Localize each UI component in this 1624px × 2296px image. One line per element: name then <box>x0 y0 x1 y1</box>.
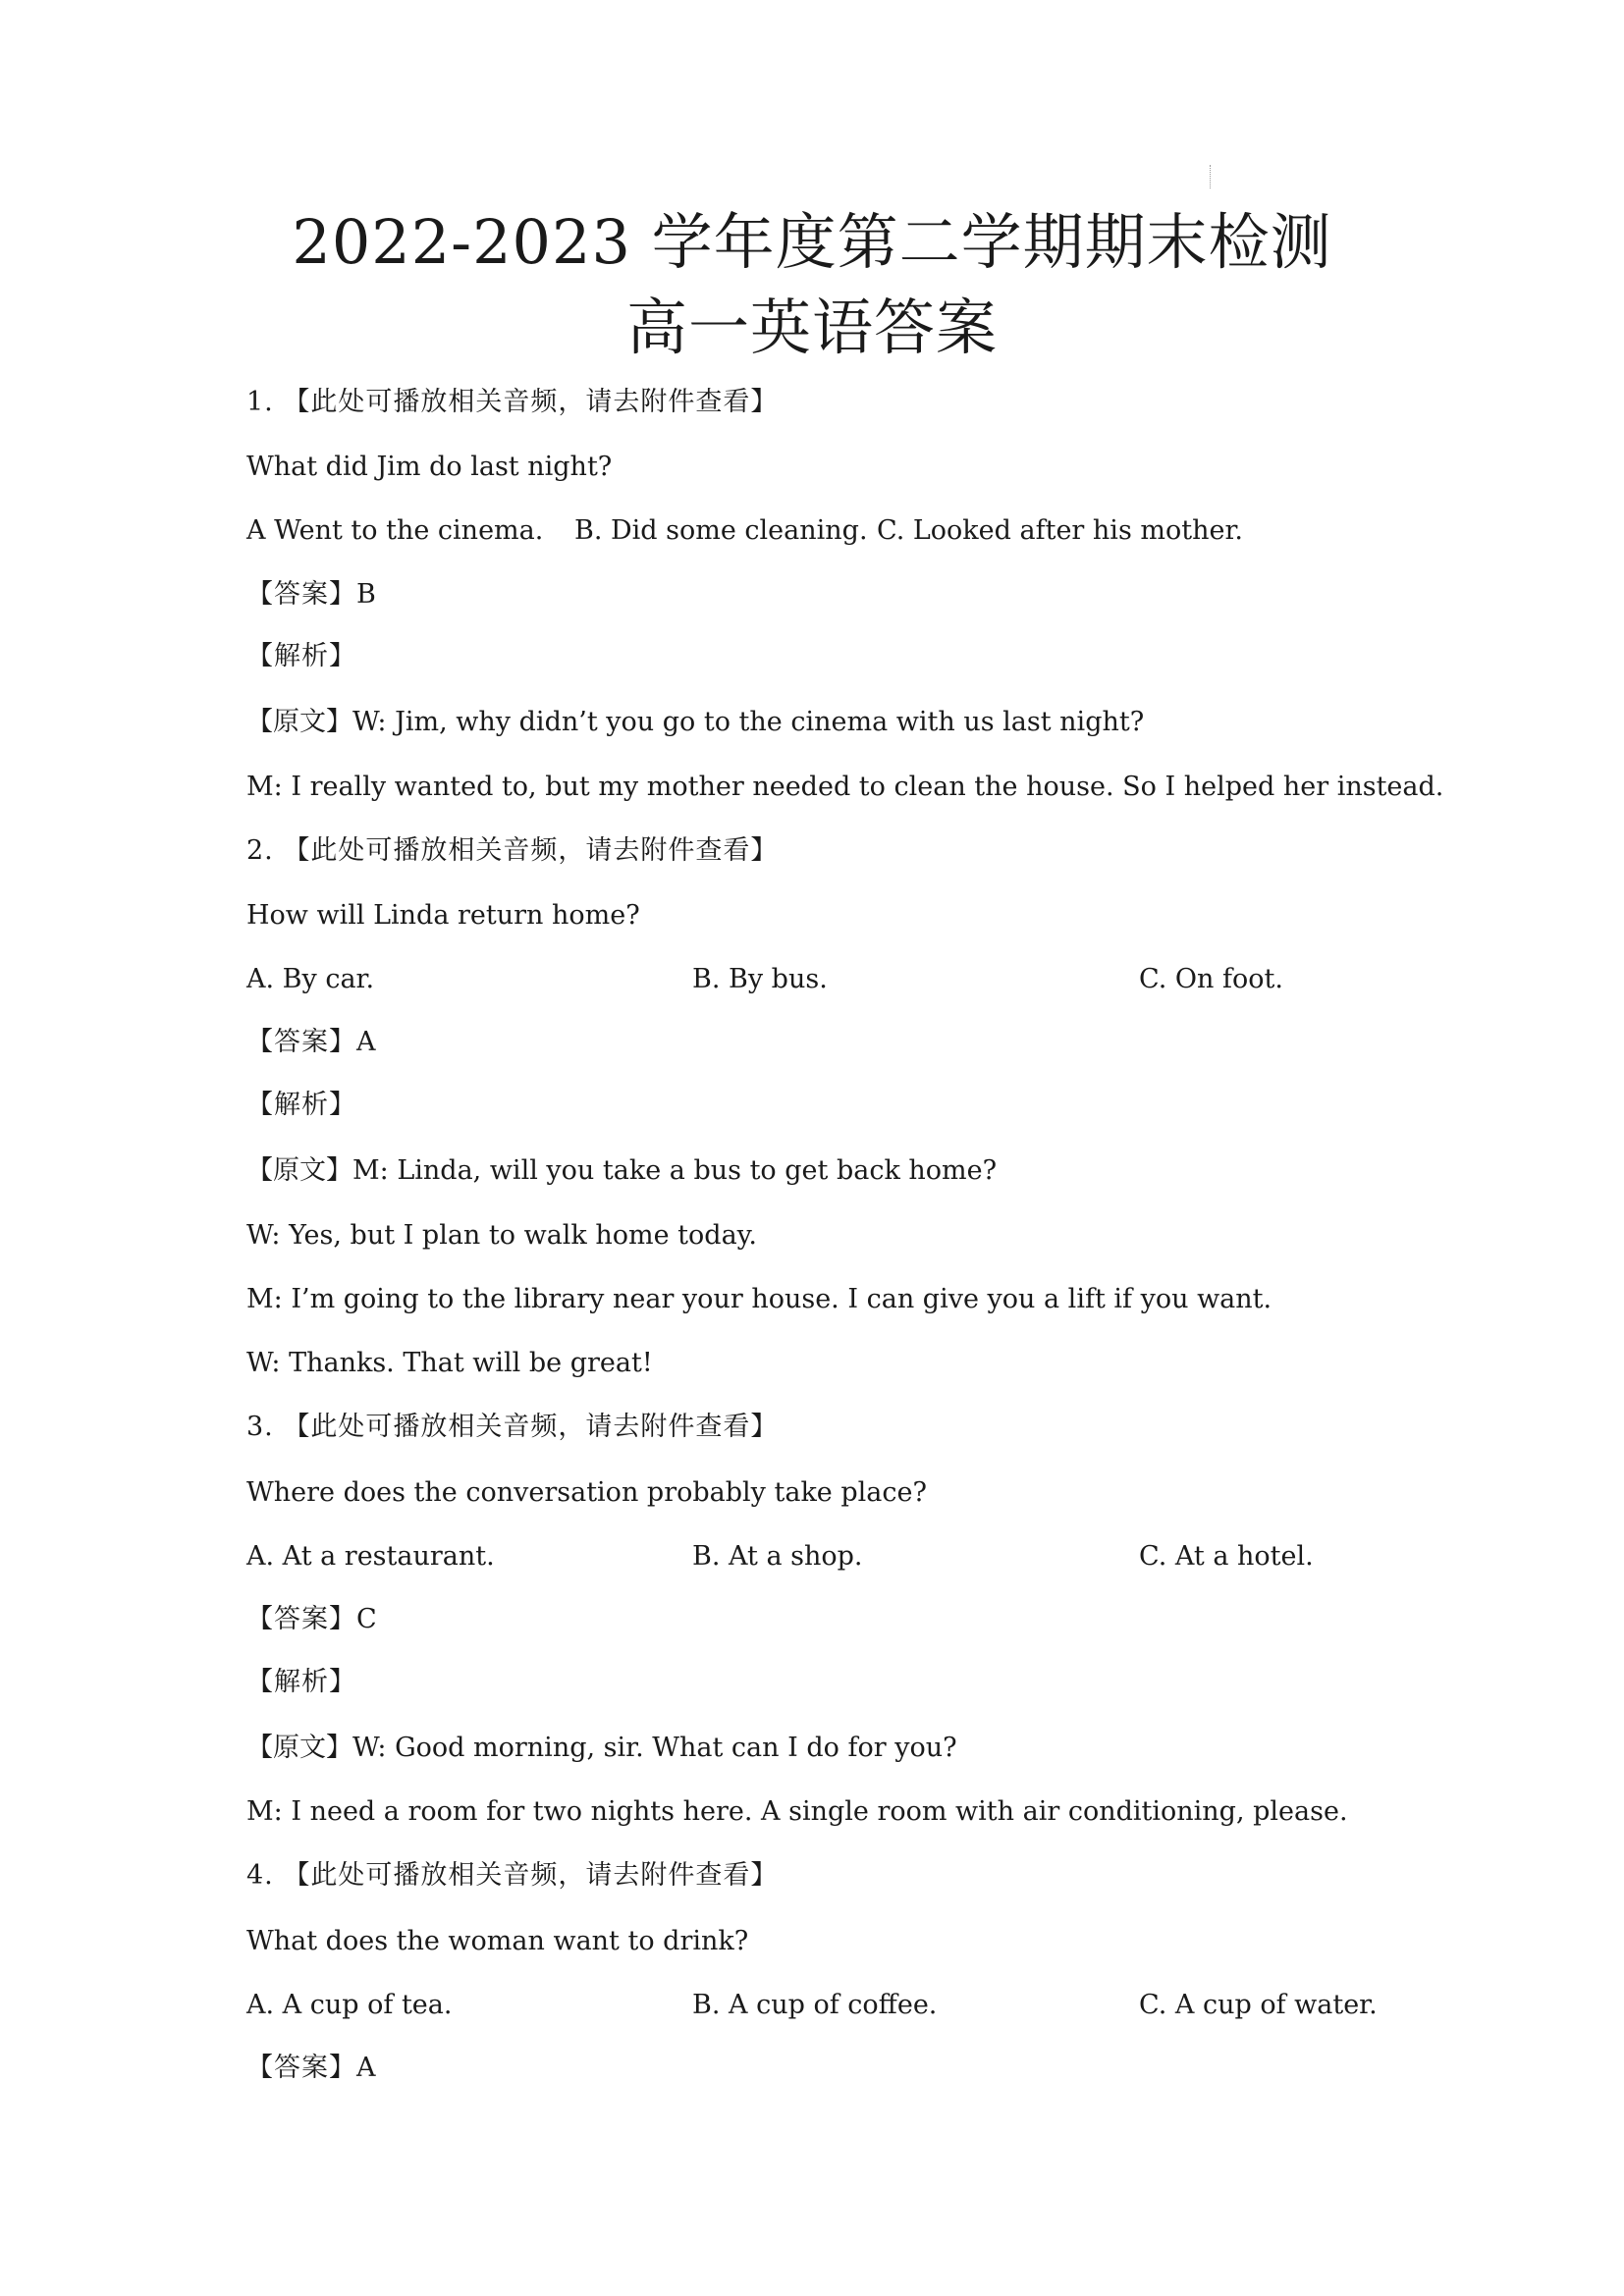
question-2-transcript-line: M: I’m going to the library near your house. I can give you a lift if you want. <box>246 1284 1272 1314</box>
question-3-option-a: A. At a restaurant. <box>246 1541 495 1572</box>
question-4-answer: 【答案】A <box>246 2053 377 2083</box>
question-3-option-b: B. At a shop. <box>692 1541 863 1572</box>
question-2-transcript-line: W: Thanks. That will be great! <box>246 1348 653 1378</box>
question-1-transcript-line: M: I really wanted to, but my mother needed to clean the house. So I helped her instead. <box>246 772 1444 802</box>
question-3-header: 3. 【此处可播放相关音频，请去附件查看】 <box>246 1412 779 1442</box>
question-2-transcript-line: 【原文】M: Linda, will you take a bus to get back home? <box>246 1155 998 1186</box>
question-1-answer: 【答案】B <box>246 579 377 610</box>
question-4-option-a: A. A cup of tea. <box>246 1990 453 2020</box>
question-3-analysis: 【解析】 <box>246 1667 356 1697</box>
question-2-option-c: C. On foot. <box>1139 964 1283 994</box>
question-1-header: 1. 【此处可播放相关音频，请去附件查看】 <box>246 387 779 417</box>
question-3-text: Where does the conversation probably take place? <box>246 1477 927 1508</box>
question-1-text: What did Jim do last night? <box>246 452 613 482</box>
question-4-header: 4. 【此处可播放相关音频，请去附件查看】 <box>246 1860 779 1891</box>
question-2-text: How will Linda return home? <box>246 900 640 931</box>
question-4-option-b: B. A cup of coffee. <box>692 1990 938 2020</box>
question-1-option-b: B. Did some cleaning. <box>574 515 868 546</box>
question-3-answer: 【答案】C <box>246 1604 378 1634</box>
question-3-option-c: C. At a hotel. <box>1139 1541 1314 1572</box>
question-1-transcript-line: 【原文】W: Jim, why didn’t you go to the cinema with us last night? <box>246 707 1145 737</box>
question-2-header: 2. 【此处可播放相关音频，请去附件查看】 <box>246 835 779 866</box>
question-1-option-a: A Went to the cinema. <box>246 515 544 546</box>
question-2-answer: 【答案】A <box>246 1027 377 1057</box>
question-3-transcript-line: M: I need a room for two nights here. A single room with air conditioning, please. <box>246 1796 1348 1827</box>
document-title: 2022-2023 学年度第二学期期末检测 <box>292 206 1332 278</box>
question-4-text: What does the woman want to drink? <box>246 1926 749 1956</box>
question-4-option-c: C. A cup of water. <box>1139 1990 1378 2020</box>
question-2-analysis: 【解析】 <box>246 1090 356 1120</box>
document-subtitle: 高一英语答案 <box>625 292 998 363</box>
question-2-transcript-line: W: Yes, but I plan to walk home today. <box>246 1220 757 1251</box>
question-2-option-b: B. By bus. <box>692 964 828 994</box>
question-1-option-c: C. Looked after his mother. <box>877 515 1243 546</box>
question-2-option-a: A. By car. <box>246 964 375 994</box>
question-3-transcript-line: 【原文】W: Good morning, sir. What can I do for you? <box>246 1733 957 1763</box>
margin-mark <box>1210 165 1212 188</box>
question-1-analysis: 【解析】 <box>246 641 356 671</box>
